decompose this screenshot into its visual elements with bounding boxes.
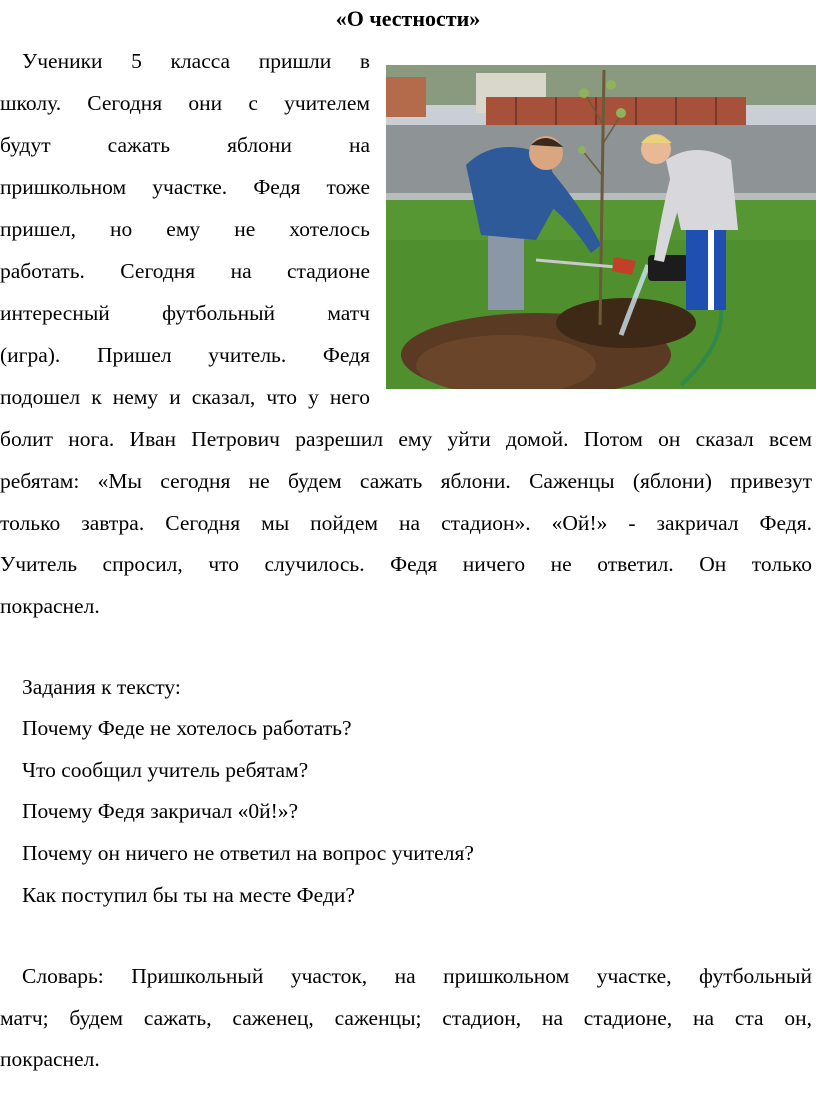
- story-line-8: (игра). Пришел учитель. Федя: [0, 343, 370, 367]
- story-line-14: покраснел.: [0, 594, 100, 618]
- task-question-2: Что сообщил учитель ребятам?: [22, 758, 309, 782]
- vocabulary-line-1: Словарь: Пришкольный участок, на пришкольном участке, футбольный: [22, 964, 812, 988]
- story-line-6: работать. Сегодня на стадионе: [0, 259, 370, 283]
- story-line-5: пришел, но ему не хотелось: [0, 217, 370, 241]
- story-line-4: пришкольном участке. Федя тоже: [0, 175, 370, 199]
- photo-fence: [486, 97, 746, 125]
- story-line-1: Ученики 5 класса пришли в: [22, 49, 370, 73]
- task-question-3: Почему Федя закричал «0й!»?: [22, 799, 299, 823]
- vocabulary-line-2: матч; будем сажать, саженец, саженцы; стадион, на стадионе, на ста он,: [0, 1006, 812, 1030]
- tree-planting-photo: [386, 65, 816, 389]
- story-line-9: подошел к нему и сказал, что у него: [0, 385, 370, 409]
- task-question-4: Почему он ничего не ответил на вопрос учителя?: [22, 841, 474, 865]
- story-line-13: Учитель спросил, что случилось. Федя ничего не ответил. Он только: [0, 552, 812, 576]
- photo-bucket: [648, 255, 688, 281]
- story-line-12: только завтра. Сегодня мы пойдем на стадион». «Ой!» - закричал Федя.: [0, 511, 812, 535]
- story-line-10: болит нога. Иван Петрович разрешил ему уйти домой. Потом он сказал всем: [0, 427, 812, 451]
- vocabulary-line-3: покраснел.: [0, 1047, 100, 1071]
- tasks-heading: Задания к тексту:: [22, 675, 181, 699]
- story-line-3: будут сажать яблони на: [0, 133, 370, 157]
- story-line-11: ребятам: «Мы сегодня не будем сажать яблони. Саженцы (яблони) привезут: [0, 469, 812, 493]
- page-title: «О честности»: [335, 6, 481, 31]
- story-photo: [386, 65, 816, 389]
- photo-shed: [386, 77, 426, 117]
- task-question-5: Как поступил бы ты на месте Феди?: [22, 883, 355, 907]
- task-question-1: Почему Феде не хотелось работать?: [22, 716, 352, 740]
- story-line-7: интересный футбольный матч: [0, 301, 370, 325]
- story-line-2: школу. Сегодня они с учителем: [0, 91, 370, 115]
